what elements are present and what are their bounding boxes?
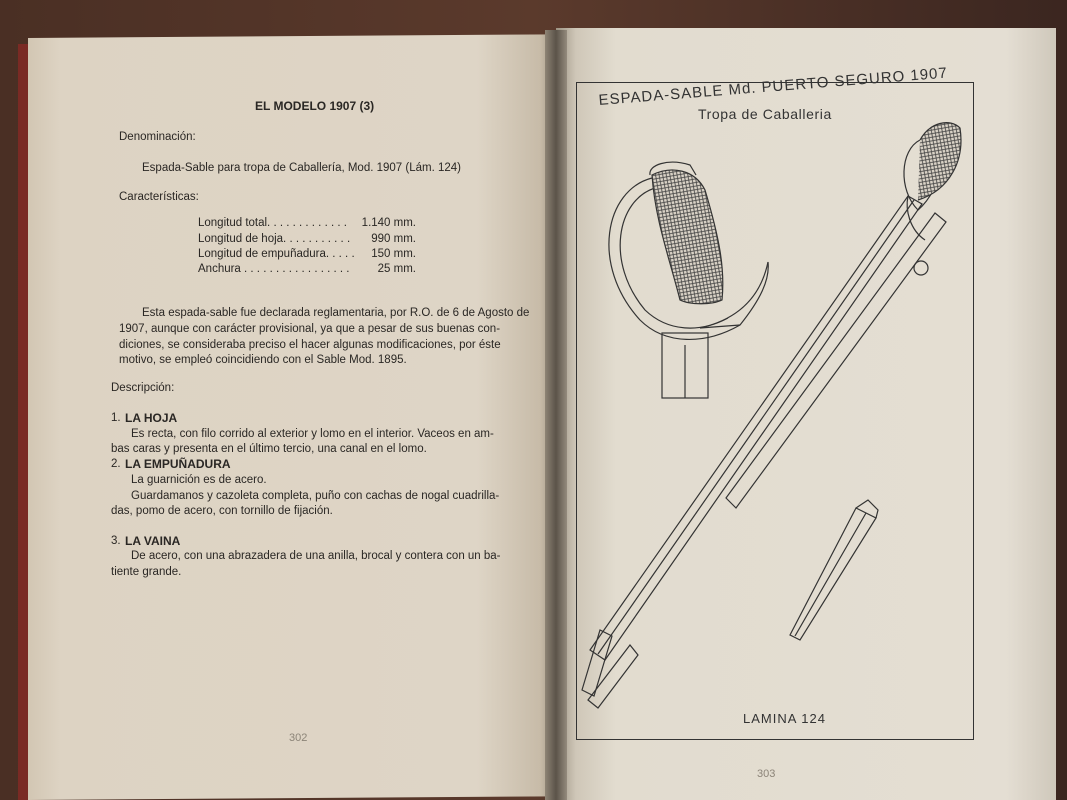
spec-label: Anchura . . . . . . . . . . . . . . . . .	[198, 263, 350, 275]
spec-value: 990 mm.	[371, 233, 416, 245]
section-number: 2.	[111, 458, 121, 470]
section-heading: LA EMPUÑADURA	[125, 457, 231, 471]
section-line: das, pomo de acero, con tornillo de fijación.	[111, 505, 333, 517]
spec-label: Longitud de hoja. . . . . . . . . . .	[198, 233, 351, 245]
denominacion-label: Denominación:	[119, 131, 196, 143]
section-heading: LA HOJA	[125, 411, 178, 425]
spec-value: 25 mm.	[377, 263, 416, 275]
section-line: Es recta, con filo corrido al exterior y lomo en el interior. Vaceos en am-	[131, 428, 494, 440]
paragraph-line: diciones, se consideraba preciso el hacer algunas modificaciones, por éste	[119, 339, 501, 351]
paragraph-line: Esta espada-sable fue declarada reglamentaria, por R.O. de 6 de Agosto de	[142, 307, 530, 319]
caracteristicas-label: Características:	[119, 191, 199, 203]
spec-value: 1.140 mm.	[361, 217, 416, 229]
section-heading: LA VAINA	[125, 534, 181, 548]
section-line: tiente grande.	[111, 566, 182, 578]
hilt-detail-drawing	[609, 162, 768, 398]
section-number: 3.	[111, 535, 121, 547]
section-line: De acero, con una abrazadera de una anilla, brocal y contera con un ba-	[131, 550, 501, 562]
denominacion-text: Espada-Sable para tropa de Caballería, Mod. 1907 (Lám. 124)	[142, 162, 462, 174]
section-line: Guardamanos y cazoleta completa, puño con cachas de nogal cuadrilla-	[131, 490, 500, 502]
paragraph-line: 1907, aunque con carácter provisional, ya que a pesar de sus buenas con-	[119, 323, 501, 335]
paragraph-line: motivo, se empleó coincidiendo con el Sable Mod. 1895.	[119, 354, 407, 366]
plate-subtitle: Tropa de Caballeria	[698, 106, 832, 122]
section-line: bas caras y presenta en el último tercio, una canal en el lomo.	[111, 443, 427, 455]
spec-label: Longitud total. . . . . . . . . . . . .	[198, 217, 347, 229]
section-line: La guarnición es de acero.	[131, 474, 267, 486]
section-number: 1.	[111, 412, 121, 424]
plate-title: ESPADA-SABLE Md. PUERTO SEGURO 1907	[598, 64, 949, 109]
full-sword-drawing	[582, 123, 961, 708]
page-number-left: 302	[289, 732, 308, 744]
spec-label: Longitud de empuñadura. . . . .	[198, 248, 355, 260]
page-number-right: 303	[757, 768, 776, 780]
page-title: EL MODELO 1907 (3)	[255, 99, 375, 113]
spec-value: 150 mm.	[371, 248, 416, 260]
descripcion-label: Descripción:	[111, 382, 175, 394]
plate-label: LAMINA 124	[743, 711, 826, 726]
